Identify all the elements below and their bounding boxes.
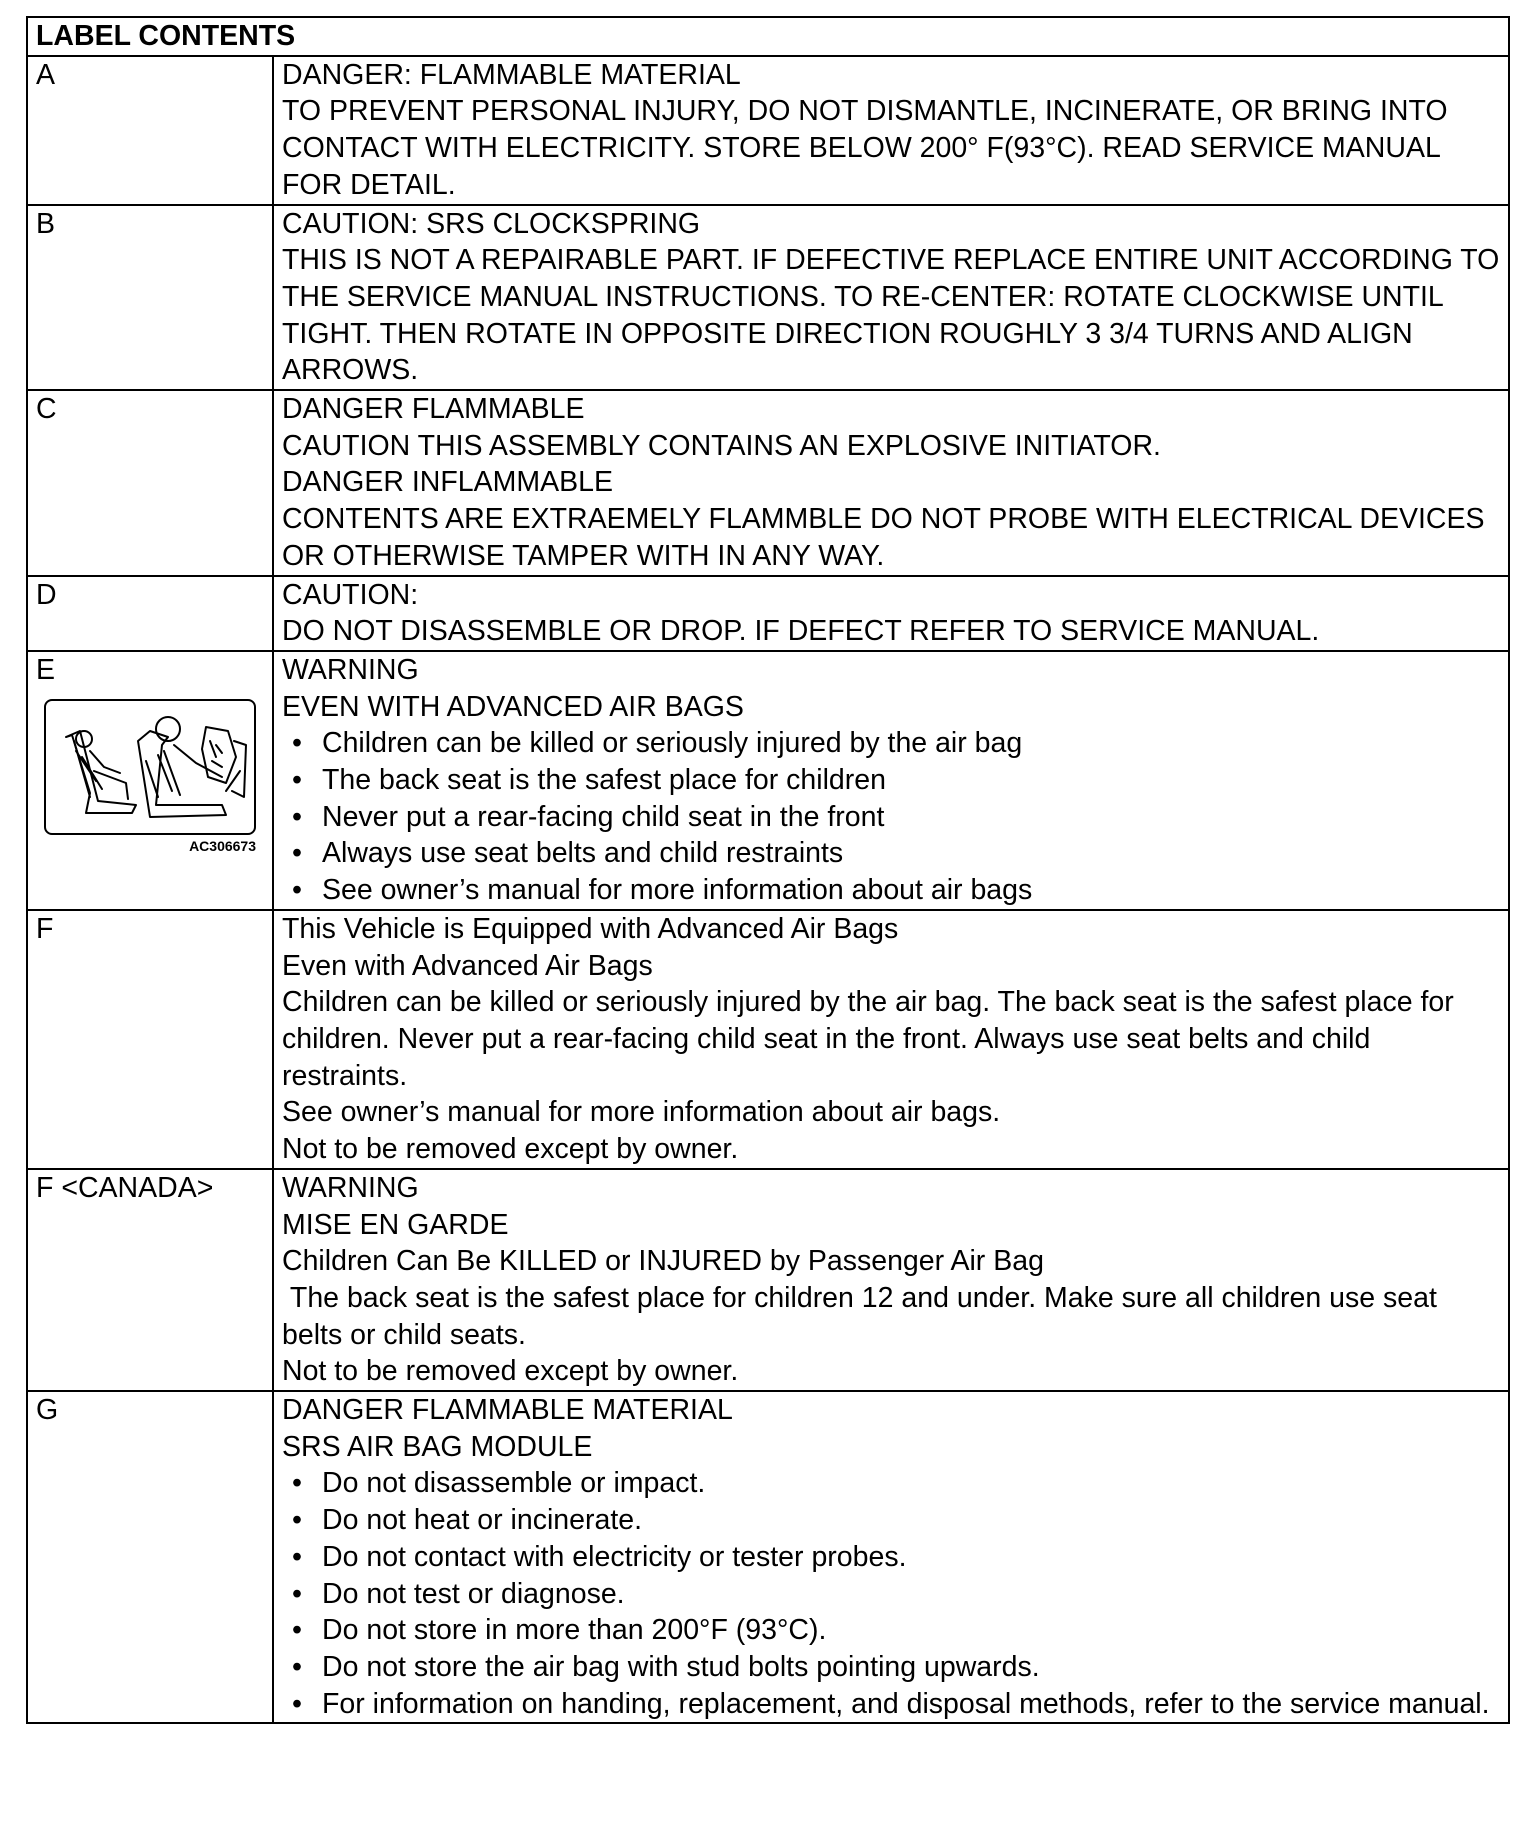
table-row-a xyxy=(27,56,1509,205)
table-header: LABEL CONTENTS xyxy=(27,17,1509,56)
label-text: DO NOT DISASSEMBLE OR DROP. IF DEFECT REFER TO SERVICE MANUAL. xyxy=(282,615,1320,648)
row-contents xyxy=(273,910,1509,1169)
table-row-f-canada xyxy=(27,1169,1509,1391)
row-contents xyxy=(273,56,1509,205)
airbag-label-figure xyxy=(44,699,260,855)
row-label: C xyxy=(27,390,273,576)
label-heading: DANGER: FLAMMABLE MATERIAL xyxy=(282,58,741,91)
list-item: • Do not contact with electricity or tester probes. xyxy=(282,1539,1500,1576)
list-item: • Do not disassemble or impact. xyxy=(282,1465,1500,1502)
bullet-list xyxy=(282,1465,1500,1722)
list-item: • Do not test or diagnose. xyxy=(282,1576,1500,1613)
row-label: D xyxy=(27,576,273,651)
row-contents xyxy=(273,576,1509,651)
table-row-f xyxy=(27,910,1509,1169)
row-contents xyxy=(273,1391,1509,1723)
row-label: E xyxy=(36,653,56,686)
list-item: • Never put a rear-facing child seat in the front xyxy=(282,799,1500,836)
list-item: • Do not store in more than 200°F (93°C). xyxy=(282,1612,1500,1649)
label-text: Children can be killed or seriously injured by the air bag. The back seat is the safest place for children. Never put a rear-facing child seat in the front. Always use seat belts and child restraints. xyxy=(282,986,1454,1092)
list-item: • See owner’s manual for more information about air bags xyxy=(282,872,1500,909)
label-text: Children Can Be KILLED or INJURED by Passenger Air Bag xyxy=(282,1245,1044,1278)
list-item: • Always use seat belts and child restraints xyxy=(282,835,1500,872)
row-contents xyxy=(273,1169,1509,1391)
label-heading: CAUTION: SRS CLOCKSPRING xyxy=(282,207,701,240)
label-heading: WARNING xyxy=(282,1171,419,1204)
figure-code: AC306673 xyxy=(189,837,256,854)
table-row-b xyxy=(27,205,1509,391)
row-contents xyxy=(273,205,1509,391)
label-text: EVEN WITH ADVANCED AIR BAGS xyxy=(282,690,744,723)
row-label: G xyxy=(27,1391,273,1723)
airbag-child-seat-pictogram-icon xyxy=(44,699,256,835)
label-heading: This Vehicle is Equipped with Advanced Air Bags xyxy=(282,912,899,945)
label-text: Not to be removed except by owner. xyxy=(282,1355,739,1388)
label-text: MISE EN GARDE xyxy=(282,1208,509,1241)
table-row-d xyxy=(27,576,1509,651)
row-label: F <CANADA> xyxy=(27,1169,273,1391)
list-item: • For information on handing, replacement, and disposal methods, refer to the service manual. xyxy=(282,1686,1500,1723)
label-text: See owner’s manual for more information about air bags. xyxy=(282,1096,1001,1129)
label-text: SRS AIR BAG MODULE xyxy=(282,1430,593,1463)
label-heading: WARNING xyxy=(282,653,419,686)
list-item: • Do not heat or incinerate. xyxy=(282,1502,1500,1539)
label-text: TO PREVENT PERSONAL INJURY, DO NOT DISMANTLE, INCINERATE, OR BRING INTO CONTACT WITH ELECTRICITY. STORE BELOW 200° F(93°C). READ SERVICE MANUAL FOR DETAIL. xyxy=(282,95,1448,201)
bullet-list xyxy=(282,725,1500,909)
label-text: DANGER INFLAMMABLE xyxy=(282,466,613,499)
label-text: Not to be removed except by owner. xyxy=(282,1133,739,1166)
label-contents-table xyxy=(26,16,1510,1724)
row-contents xyxy=(273,651,1509,910)
list-item: • Children can be killed or seriously injured by the air bag xyxy=(282,725,1500,762)
list-item: • The back seat is the safest place for children xyxy=(282,762,1500,799)
table-header-row xyxy=(27,17,1509,56)
row-label: B xyxy=(27,205,273,391)
label-heading: DANGER FLAMMABLE MATERIAL xyxy=(282,1394,733,1427)
label-heading: DANGER FLAMMABLE xyxy=(282,393,585,426)
label-text: The back seat is the safest place for children 12 and under. Make sure all children use seat belts or child seats. xyxy=(282,1281,1445,1351)
airbag-child-seat-pictogram-icon xyxy=(46,701,254,833)
label-text: CONTENTS ARE EXTRAEMELY FLAMMBLE DO NOT PROBE WITH ELECTRICAL DEVICES OR OTHERWISE TAMPER WITH IN ANY WAY. xyxy=(282,503,1485,572)
row-label: F xyxy=(27,910,273,1169)
label-contents-sheet xyxy=(26,16,1508,1724)
label-heading: CAUTION: xyxy=(282,578,419,611)
list-item: • Do not store the air bag with stud bolts pointing upwards. xyxy=(282,1649,1500,1686)
label-text: Even with Advanced Air Bags xyxy=(282,949,653,982)
row-label: A xyxy=(27,56,273,205)
table-row-g xyxy=(27,1391,1509,1723)
row-contents xyxy=(273,390,1509,576)
label-text: THIS IS NOT A REPAIRABLE PART. IF DEFECTIVE REPLACE ENTIRE UNIT ACCORDING TO THE SERVICE MANUAL INSTRUCTIONS. TO RE-CENTER: ROTATE CLOCKWISE UNTIL TIGHT. THEN ROTATE IN OPPOSITE DIRECTION ROUGHLY 3 3/4 TURNS AND ALIGN ARROWS. xyxy=(282,244,1500,387)
row-label-cell xyxy=(27,651,273,910)
label-text: CAUTION THIS ASSEMBLY CONTAINS AN EXPLOSIVE INITIATOR. xyxy=(282,429,1161,462)
table-row-e xyxy=(27,651,1509,910)
table-row-c xyxy=(27,390,1509,576)
